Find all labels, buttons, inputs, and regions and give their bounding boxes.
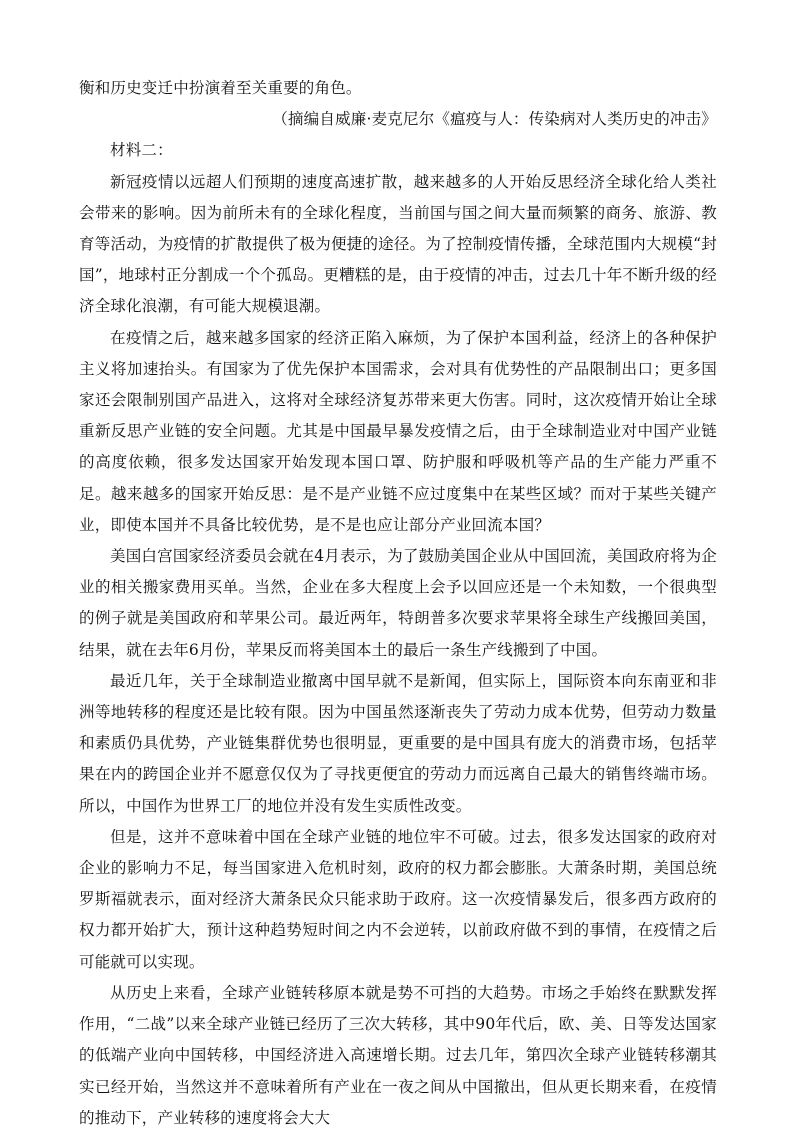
section-heading: 材料二： [110,141,173,160]
source-citation: （摘编自威廉·麦克尼尔《瘟疫与人：传染病对人类历史的冲击》 [272,110,717,129]
body-paragraph: 新冠疫情以远超人们预期的速度高速扩散，越来越多的人开始反思经济全球化给人类社会带来的影响。因为前所未有的全球化程度，当前国与国之间大量而频繁的商务、旅游、教育等活动，为疫情的扩散提供了极为便捷的途径。为了控制疫情传播，全球范围内大规模“封国”，地球村正分割成一个个孤岛。更糟糕的是，由于疫情的冲击，过去几十年不断升级的经济全球化浪潮，有可能大规模退潮。 [79,172,717,316]
body-paragraph: 从历史上来看，全球产业链转移原本就是势不可挡的大趋势。市场之手始终在默默发挥作用，“二战”以来全球产业链已经历了三次大转移，其中90年代后，欧、美、日等发达国家的低端产业向中国转移，中国经济进入高速增长期。过去几年，第四次全球产业链转移潮其实已经开始，当然这并不意味着所有产业在一夜之间从中国撤出，但从更长期来看，在疫情的推动下，产业转移的速度将会大大 [79,983,717,1127]
body-paragraph: 在疫情之后，越来越多国家的经济正陷入麻烦，为了保护本国利益，经济上的各种保护主义将加速抬头。有国家为了优先保护本国需求，会对具有优势性的产品限制出口；更多国家还会限制别国产品进入，这将对全球经济复苏带来更大伤害。同时，这次疫情开始让全球重新反思产业链的安全问题。尤其是中国最早暴发疫情之后，由于全球制造业对中国产业链的高度依赖，很多发达国家开始发现本国口罩、防护服和呼吸机等产品的生产能力严重不足。越来越多的国家开始反思：是不是产业链不应过度集中在某些区域？而对于某些关键产业，即使本国并不具备比较优势，是不是也应让部分产业回流本国？ [79,328,717,534]
document-body [79,73,717,1134]
continuation-line: 衡和历史变迁中扮演着至关重要的角色。 [79,79,362,97]
body-paragraph: 但是，这并不意味着中国在全球产业链的地位牢不可破。过去，很多发达国家的政府对企业的影响力不足，每当国家进入危机时刻，政府的权力都会膨胀。大萧条时期，美国总统罗斯福就表示，面对经济大萧条民众只能求助于政府。这一次疫情暴发后，很多西方政府的权力都开始扩大，预计这种趋势短时间之内不会逆转，以前政府做不到的事情，在疫情之后可能就可以实现。 [79,827,717,971]
body-paragraph: 美国白宫国家经济委员会就在4月表示，为了鼓励美国企业从中国回流，美国政府将为企业的相关搬家费用买单。当然，企业在多大程度上会予以回应还是一个未知数，一个很典型的例子就是美国政府和苹果公司。最近两年，特朗普多次要求苹果将全球生产线搬回美国，结果，就在去年6月份，苹果反而将美国本土的最后一条生产线搬到了中国。 [79,547,717,659]
body-paragraph: 最近几年，关于全球制造业撤离中国早就不是新闻，但实际上，国际资本向东南亚和非洲等地转移的程度还是比较有限。因为中国虽然逐渐丧失了劳动力成本优势，但劳动力数量和素质仍具优势，产业链集群优势也很明显，更重要的是中国具有庞大的消费市场，包括苹果在内的跨国企业并不愿意仅仅为了寻找更便宜的劳动力而远离自己最大的销售终端市场。所以，中国作为世界工厂的地位并没有发生实质性改变。 [79,671,717,815]
